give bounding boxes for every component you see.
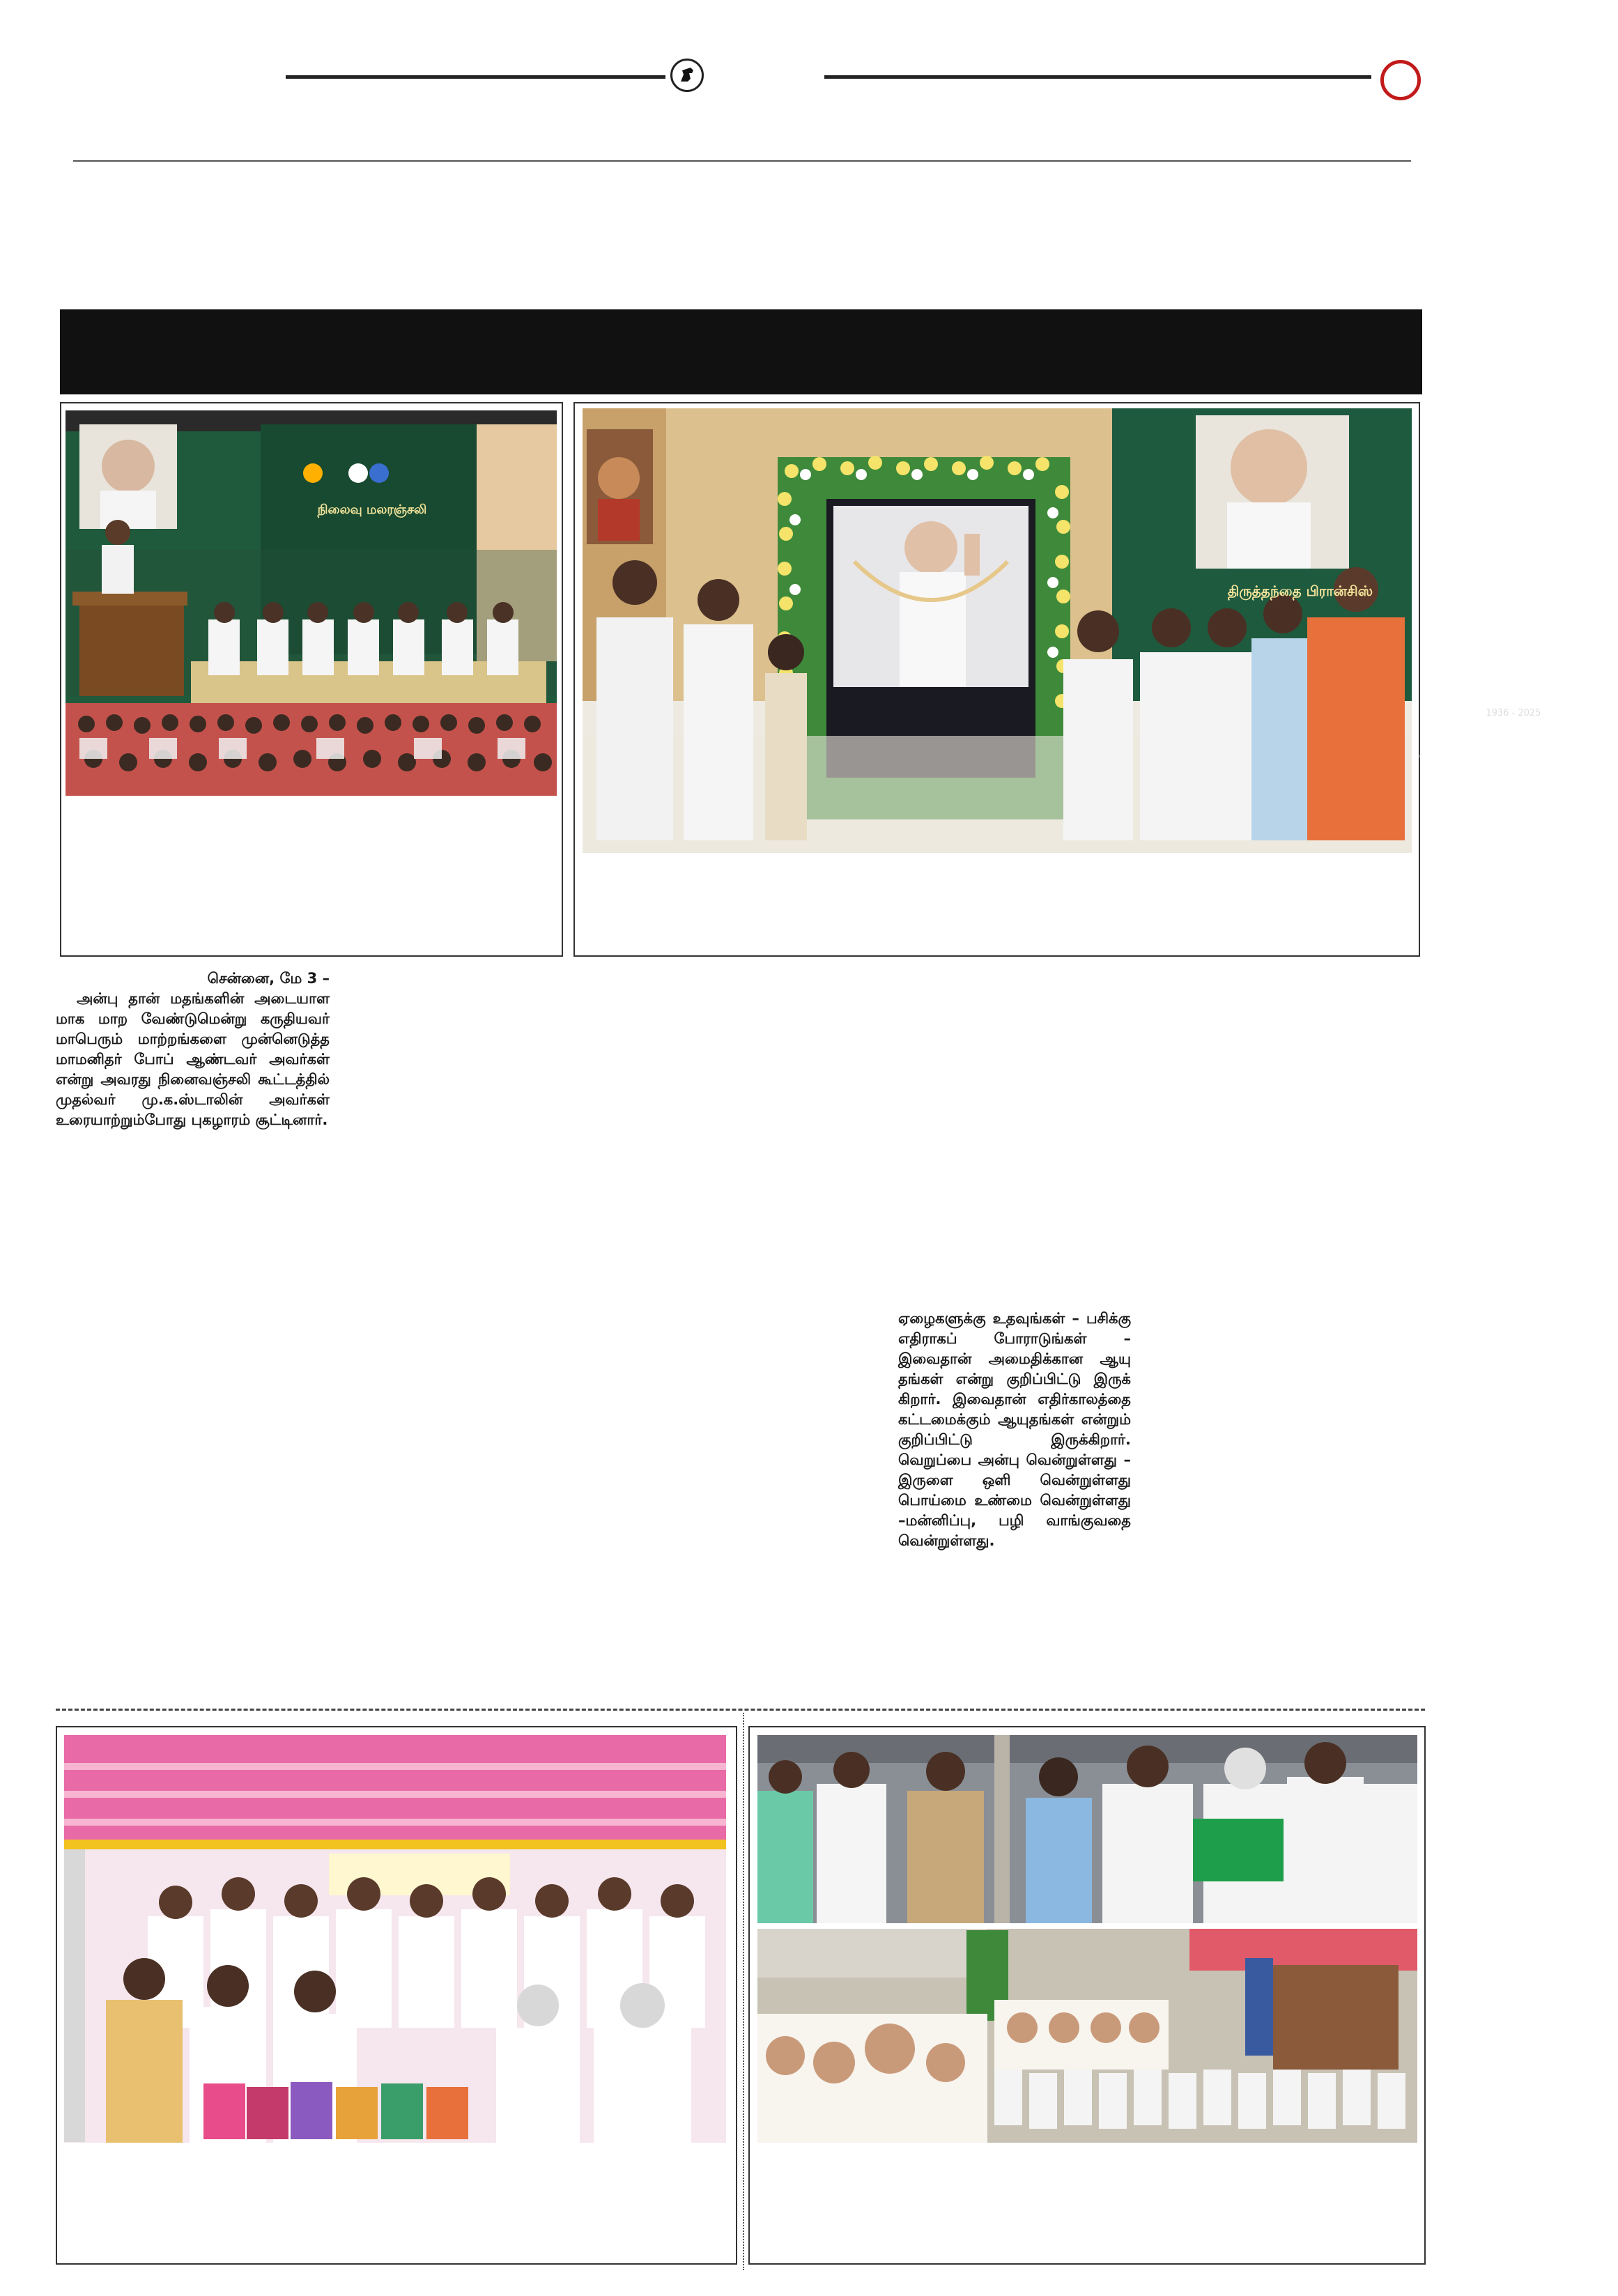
header-rule-right [824,75,1371,79]
backdrop-name: திருத்தந்தை பிரான்சிஸ் [1227,583,1373,599]
portrait-unveiling-photo [583,408,1594,853]
portrait-title: Pope Francis [1448,687,1579,708]
stage-speech-photo [66,410,557,796]
portrait-years: 1936 - 2025 [1486,708,1541,718]
portrait-footer-right: TNCRI [1558,751,1589,762]
header-rule-left [286,75,665,79]
article-lead [56,969,330,1130]
horse-emblem-icon [670,59,704,92]
section-separator [56,1709,1425,1711]
headline-banner [60,309,1422,394]
article-lead-text: அன்பு தான் மதங்களின் அடையாள மாக மாற வேண்டுமென்று கருதியவர் மாபெரும் மாற்றங்களை முன்னெடுத்த மாமனிதர் போப் ஆண்டவர் அவர்கள் என்று அவரது நினைவஞ்சலி கூட்டத்தில் முதல்வர் மு.க.ஸ்டாலின் அவர்கள் உரையாற்றும்போது புகழாரம் சூட்டினார். [56,990,330,1128]
article-dateline: சென்னை, மே 3 – [207,970,330,987]
saree-distribution-photo [64,1735,726,2143]
stage-title: நிலைவு மலரஞ்சலி [317,502,427,517]
portrait-line1: Servant of Mercy • Humble Shepherd [1433,721,1594,730]
flag-off-event-photo [757,1735,1417,2143]
column-separator [743,1713,744,2270]
portrait-line2: Reformer • Prophet of Nature [1449,732,1578,741]
article-quote: ஏழைகளுக்கு உதவுங்கள் – பசிக்கு எதிராகப் போராடுங்கள் – இவைதான் அமைதிக்கான ஆயு தங்கள் என்று குறிப்பிட்டு இருக் கிறார். இவைதான் எதிர்காலத்தை கட்டமைக்கும் ஆயுதங்கள் என்றும் குறிப்பிட்டு இருக்கிறார். வெறுப்பை அன்பு வென்றுள்ளது –இருளை ஒளி வென்றுள்ளது பொய்மை உண்மை வென்றுள்ளது –மன்னிப்பு, பழி வாங்குவதை வென்றுள்ளது. [898,1310,1131,1549]
page-number-circle [1380,60,1421,100]
header-divider [73,160,1411,162]
portrait-footer-left: Jesuit Chennai Province [1416,751,1537,762]
